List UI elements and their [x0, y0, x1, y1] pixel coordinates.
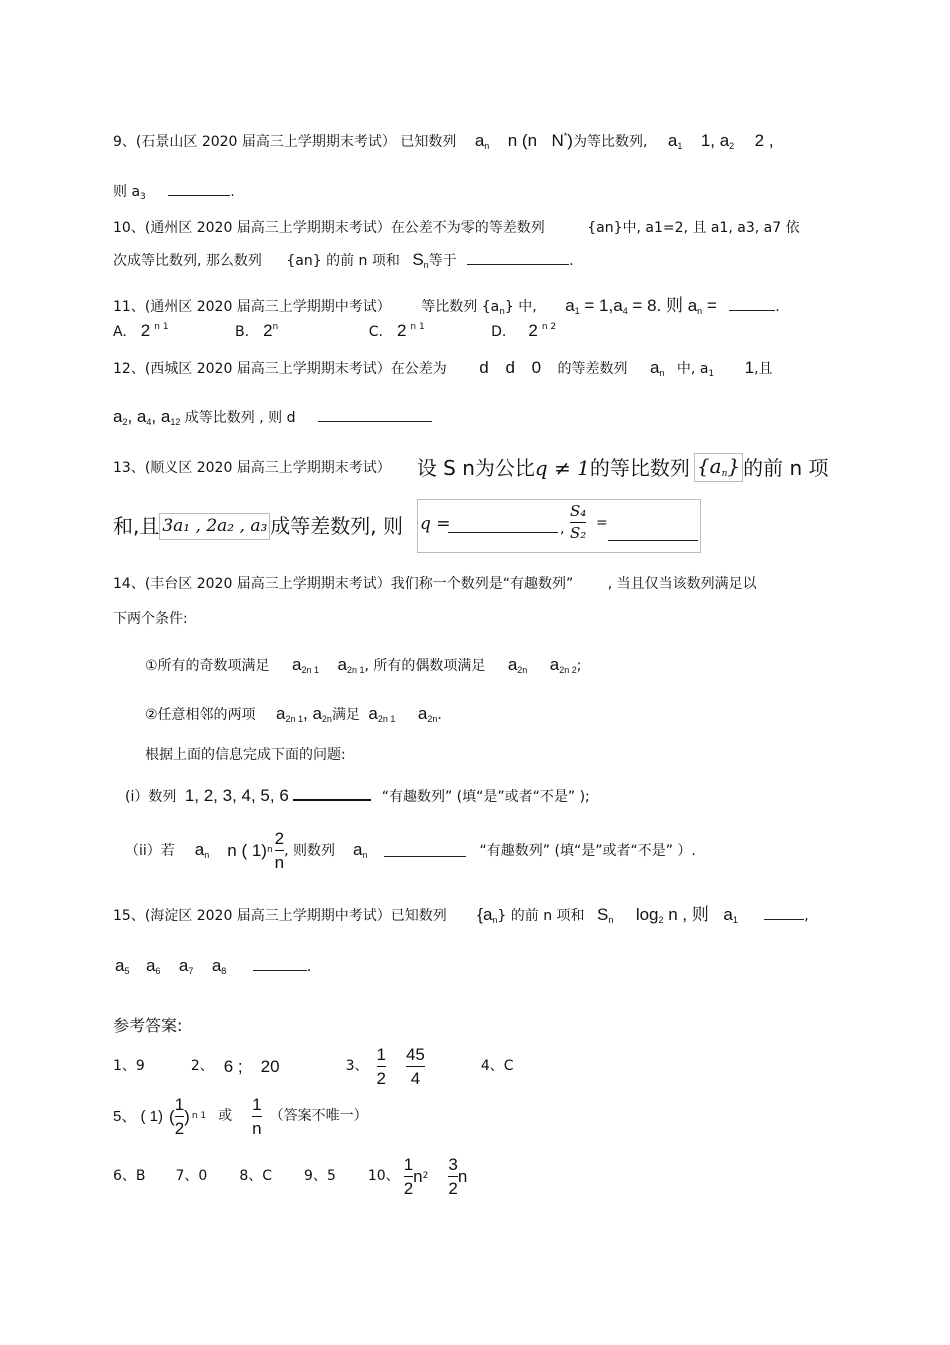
q14-part-ii-blank[interactable] — [384, 844, 466, 857]
q11-option-c[interactable]: C. 2 $^{n 1}$ — [368, 321, 425, 340]
q14-intro: 根据上面的信息完成下面的问题: — [145, 747, 346, 763]
answers-row-1: 1、9 2、 6 ; 20 3、 $\frac{1}{2}$ $\frac{45}{4}$ 4、C — [113, 1044, 514, 1088]
q15-label: 15、(海淀区 2020 届高三上学期期中考试）已知数列 — [113, 908, 447, 924]
answer-3: 3、 — [345, 1058, 369, 1074]
q13-q-neq-image: q ≠ 1 — [534, 455, 590, 480]
q15-line1: 15、(海淀区 2020 届高三上学期期中考试）已知数列 $\{a_n\}$ 的前 n 项和 $S_n$ $\log_2 n$ , 则 $a_1$ , — [113, 905, 809, 925]
q13-terms-image: 3a₁ , 2a₂ , a₃ — [159, 513, 270, 540]
q9-an: a — [474, 131, 485, 150]
q13-line2: 和,且 3a₁ , 2a₂ , a₃ 成等差数列, 则 q = , S₄ S₂ = — [113, 500, 701, 552]
answer-2: 2、 — [190, 1058, 214, 1074]
q14-part-i: (i）数列 1, 2, 3, 4, 5, 6 “有趣数列” (填“是”或者“不是” ); — [125, 786, 590, 805]
q13-q-blank[interactable] — [448, 520, 558, 533]
q9-line2: 则 $a_3$ . — [113, 184, 235, 202]
answer-7: 7、0 — [175, 1168, 208, 1184]
q9-answer-blank[interactable] — [168, 183, 230, 196]
q10-label: 10、(通州区 2020 届高三上学期期末考试）在公差不为零的等差数列 — [113, 220, 545, 236]
q9-label: 9、(石景山区 2020 届高三上学期期末考试） 已知数列 — [113, 134, 457, 150]
q11-line1: 11、(通州区 2020 届高三上学期期中考试） 等比数列 $\{a_n\}$ 中, $a_1 = 1,a_4 = 8$. 则 $a_n$ = . — [113, 296, 780, 317]
q10-line1: 10、(通州区 2020 届高三上学期期末考试）在公差不为零的等差数列 {an}中, a1=2, 且 a1, a3, a7 依 — [113, 220, 800, 236]
q15-line2: $a_5$ $a_6$ $a_7$ $a_8$ . — [115, 956, 312, 976]
q12-answer-blank[interactable] — [318, 409, 432, 422]
q12-line1: 12、(西城区 2020 届高三上学期期末考试）在公差为 d d 0 的等差数列 $a_n$ 中, $a_1$ 1,且 — [113, 358, 773, 379]
answer-6: 6、B — [113, 1168, 146, 1184]
q12-label: 12、(西城区 2020 届高三上学期期末考试）在公差为 — [113, 361, 447, 377]
q14-part-ii: （ii）若 $a_n$ n ( 1) n $\frac{2}{n}$ , 则数列 $a_n$ “有趣数列” (填“是”或者“不是” ）. — [125, 829, 696, 872]
answers-row-3: 6、B 7、0 8、C 9、5 10、 $\frac{1}{2}$ n 2 $\frac{3}{2}$ n — [113, 1154, 468, 1198]
q14-condition-1: ①所有的奇数项满足 $a_{2n 1}$ $a_{2n 1}$, 所有的偶数项满足 $a_{2n}$ $a_{2n 2}$; — [145, 655, 582, 675]
q15-a1-blank[interactable] — [764, 907, 804, 920]
q9-N: N — [551, 131, 564, 150]
q14-part-i-blank[interactable] — [293, 787, 371, 801]
answer-1: 1、9 — [113, 1058, 145, 1074]
q10-answer-blank[interactable] — [467, 252, 569, 265]
q11-options — [113, 322, 556, 339]
q9-n-part: n (n — [507, 131, 538, 150]
q15-sum-blank[interactable] — [253, 958, 307, 971]
answers-title: 参考答案: — [113, 1016, 183, 1035]
q10-line2: 次成等比数列, 那么数列 {an} 的前 n 项和 $S_n$等于 . — [113, 250, 574, 270]
answer-9: 9、5 — [304, 1168, 336, 1184]
answer-5: 5、 ( 1) — [113, 1107, 164, 1125]
q13-label: 13、(顺义区 2020 届高三上学期期末考试） — [113, 459, 391, 476]
answer-8: 8、C — [239, 1168, 273, 1184]
q14-fraction: $\frac{2}{n}$ — [274, 829, 285, 872]
q11-label: 11、(通州区 2020 届高三上学期期中考试） — [113, 299, 391, 315]
q11-answer-blank[interactable] — [729, 298, 775, 311]
q13-line1: 13、(顺义区 2020 届高三上学期期末考试） 设 S n为公比 q ≠ 1 的等比数列 $\{a_n\}$ 的前 n 项 — [113, 453, 828, 482]
q11-option-d[interactable]: D. 2 $^{n 2}$ — [491, 321, 557, 340]
q13-seq-image: $\{a_n\}$ — [694, 453, 743, 482]
q14-label: 14、(丰台区 2020 届高三上学期期末考试）我们称一个数列是“有趣数列” — [113, 576, 574, 592]
q11-option-a[interactable]: A. 2 $^{n 1}$ — [113, 321, 169, 340]
q9-line1: 9、(石景山区 2020 届高三上学期期末考试） 已知数列 $a_n$ n (n N*)为等比数列, $a_1$ 1, $a_2$ 2 , — [113, 131, 774, 151]
q13-ratio-blank[interactable] — [608, 528, 698, 541]
q11-option-b[interactable]: B. 2$^n$ — [235, 321, 279, 340]
q13-s4-s2-fraction: S₄ S₂ — [569, 502, 587, 542]
q9-text: 为等比数列, — [572, 134, 648, 150]
q13-answer-image: q = , S₄ S₂ = — [417, 499, 701, 553]
q14-line2: 下两个条件: — [113, 611, 188, 627]
q14-condition-2: ②任意相邻的两项 $a_{2n 1}$, $a_{2n}$满足 $a_{2n 1}$ $a_{2n}$. — [145, 704, 442, 724]
q12-line2: $a_2$, $a_4$, $a_{12}$ 成等比数列 , 则 d — [113, 408, 432, 427]
answer-4: 4、C — [480, 1058, 514, 1074]
answer-10: 10、 — [367, 1168, 400, 1184]
answers-row-2: 5、 ( 1) ( $\frac{1}{2}$ ) n 1 或 $\frac{1}{n}$ （答案不唯一） — [113, 1094, 368, 1138]
q14-line1: 14、(丰台区 2020 届高三上学期期末考试）我们称一个数列是“有趣数列” , 当且仅当该数列满足以 — [113, 576, 757, 592]
